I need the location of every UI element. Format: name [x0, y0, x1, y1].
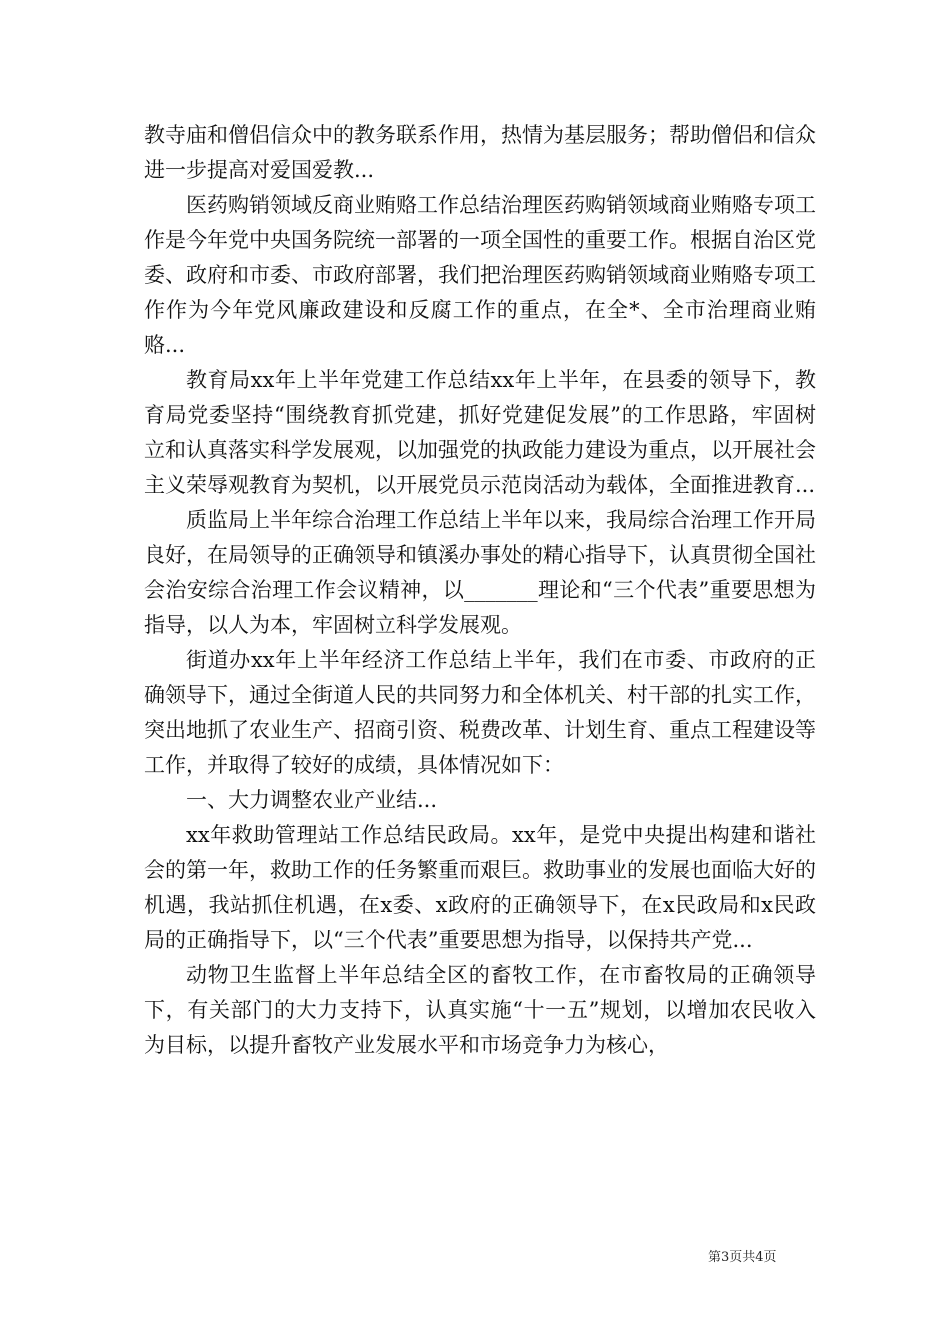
paragraph-agriculture-heading: 一、大力调整农业产业结... [186, 788, 438, 812]
paragraph-anti-bribery: 医药购销领域反商业贿赂工作总结治理医药购销领域商业贿赂专项工作是今年党中央国务院统一部署的一项全国性的重要工作。根据自治区党委、政府和市委、市政府部署，我们把治理医药购销领域商业贿赂专项工作作为今年党风廉政建设和反腐工作的重点，在全*、全市治理商业贿赂... [144, 193, 816, 357]
paragraph-religion-continuation: 教寺庙和僧侣信众中的教务联系作用，热情为基层服务；帮助僧侣和信众进一步提高对爱国爱教... [144, 123, 816, 182]
paragraph-street-office-economy: 街道办xx年上半年经济工作总结上半年，我们在市委、市政府的正确领导下，通过全街道人民的共同努力和全体机关、村干部的扎实工作，突出地抓了农业生产、招商引资、税费改革、计划生育、重点工程建设等工作，并取得了较好的成绩，具体情况如下： [144, 648, 816, 777]
paragraph-quality-supervision: 质监局上半年综合治理工作总结上半年以来，我局综合治理工作开局良好，在局领导的正确领导和镇溪办事处的精心指导下，认真贯彻全国社会治安综合治理工作会议精神，以_______理论和“三个代表”重要思想为指导，以人为本，牢固树立科学发展观。 [144, 508, 816, 637]
page-number-footer: 第3页共4页 [708, 1250, 777, 1265]
document-body [144, 118, 816, 1063]
paragraph-relief-station: xx年救助管理站工作总结民政局。xx年，是党中央提出构建和谐社会的第一年，救助工作的任务繁重而艰巨。救助事业的发展也面临大好的机遇，我站抓住机遇，在x委、x政府的正确领导下，在x民政局和x民政局的正确指导下，以“三个代表”重要思想为指导，以保持共产党... [144, 823, 816, 952]
paragraph-animal-health: 动物卫生监督上半年总结全区的畜牧工作，在市畜牧局的正确领导下，有关部门的大力支持下，认真实施“十一五”规划，以增加农民收入为目标，以提升畜牧产业发展水平和市场竞争力为核心， [144, 963, 816, 1057]
paragraph-education-party: 教育局xx年上半年党建工作总结xx年上半年，在县委的领导下，教育局党委坚持“围绕教育抓党建，抓好党建促发展”的工作思路，牢固树立和认真落实科学发展观，以加强党的执政能力建设为重点，以开展社会主义荣辱观教育为契机，以开展党员示范岗活动为载体，全面推进教育... [144, 368, 816, 497]
